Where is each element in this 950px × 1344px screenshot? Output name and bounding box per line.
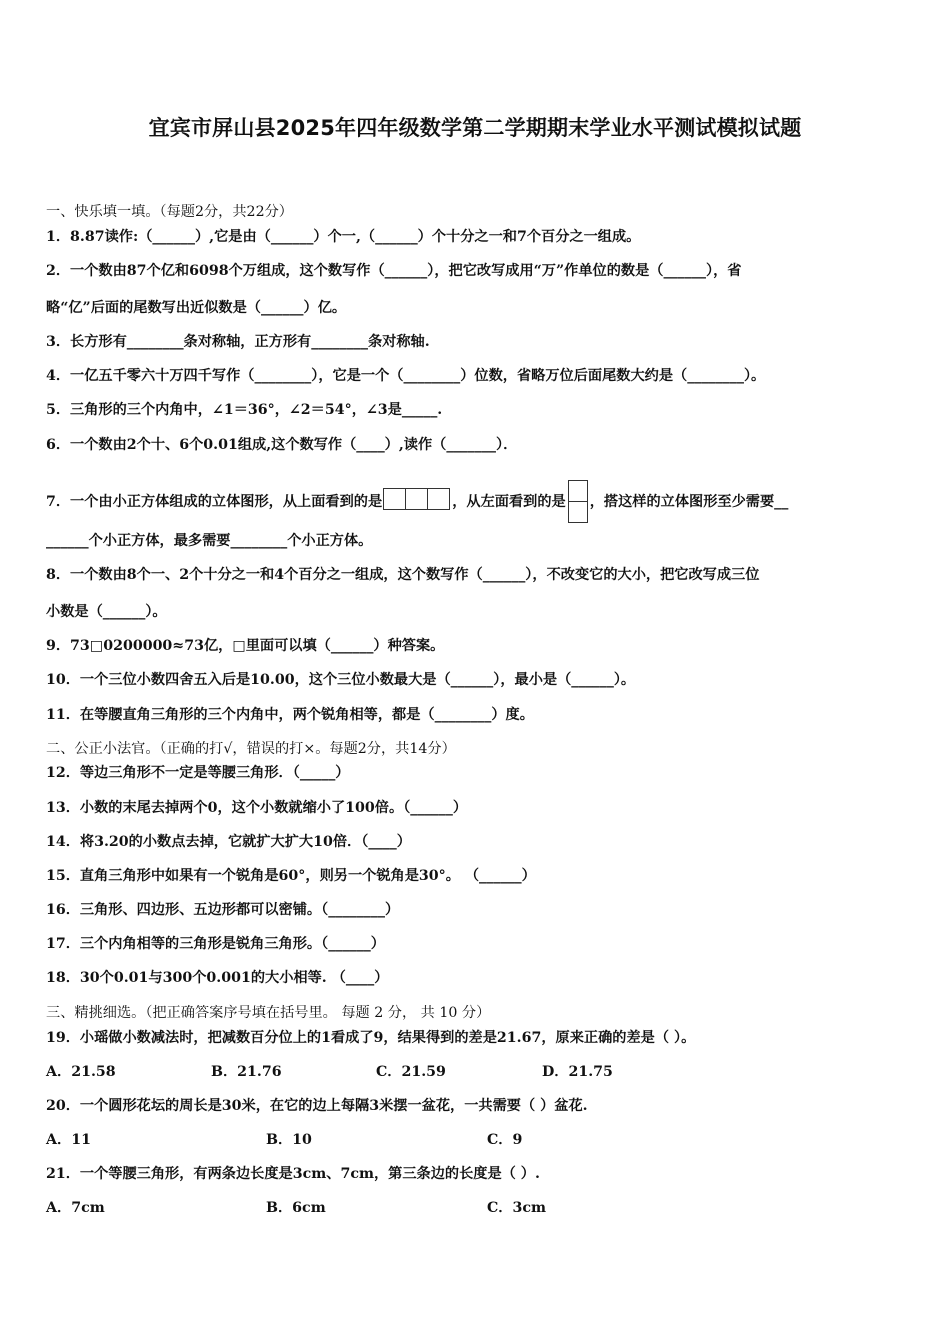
section2-heading: 二、公正小法官。（正确的打√，错误的打×。每题2分，共14分） [46, 741, 456, 757]
q7-text-part2: ，从左面看到的是 [452, 494, 566, 510]
q19-option-c: C．21.59 [376, 1064, 446, 1080]
page-title: 宜宾市屏山县2025年四年级数学第二学期期末学业水平测试模拟试题 [148, 116, 802, 140]
question-21: 21．一个等腰三角形，有两条边长度是3cm、7cm，第三条边的长度是（ ）. [46, 1166, 540, 1182]
question-11: 11．在等腰直角三角形的三个内角中，两个锐角相等，都是（________）度。 [46, 707, 534, 723]
q20-option-c: C．9 [487, 1132, 523, 1148]
question-4: 4．一亿五千零六十万四千写作（________），它是一个（________）位数，省略万位后面尾数大约是（________）。 [46, 368, 766, 384]
question-20: 20．一个圆形花坛的周长是30米，在它的边上每隔3米摆一盆花，一共需要（ ）盆花. [46, 1098, 588, 1114]
question-14: 14．将3.20的小数点去掉，它就扩大扩大10倍．（____） [46, 834, 411, 850]
question-13: 13．小数的末尾去掉两个0，这个小数就缩小了100倍。（______） [46, 800, 468, 816]
question-15: 15．直角三角形中如果有一个锐角是60°，则另一个锐角是30°。 （______） [46, 868, 536, 884]
question-12: 12．等边三角形不一定是等腰三角形．（_____） [46, 765, 350, 781]
question-7-line2: ______个小正方体，最多需要________个小正方体。 [46, 533, 373, 549]
question-9: 9．73□0200000≈73亿，□里面可以填（______）种答案。 [46, 638, 445, 654]
question-5: 5．三角形的三个内角中，∠1＝36°，∠2＝54°，∠3是_____. [46, 402, 443, 418]
question-19: 19．小瑶做小数减法时，把减数百分位上的1看成了9，结果得到的差是21.67，原来正确的差是（ ）。 [46, 1030, 696, 1046]
question-8-line1: 8．一个数由8个一、2个十分之一和4个百分之一组成，这个数写作（______），不改变它的大小，把它改写成三位 [46, 567, 760, 583]
top-view-figure [384, 488, 450, 516]
question-2-line2: 略“亿”后面的尾数写出近似数是（______）亿。 [46, 300, 347, 316]
question-17: 17．三个内角相等的三角形是锐角三角形。（______） [46, 936, 385, 952]
question-7-line1 [46, 481, 788, 523]
section3-heading: 三、精挑细选。（把正确答案序号填在括号里。 每题 2 分， 共 10 分） [46, 1005, 491, 1021]
question-1: 1．8.87读作:（______）,它是由（______）个一,（______）个十分之一和7个百分之一组成。 [46, 229, 641, 245]
q19-option-a: A．21.58 [46, 1064, 116, 1080]
q21-option-a: A．7cm [46, 1200, 105, 1216]
q20-option-b: B．10 [266, 1132, 312, 1148]
question-10: 10．一个三位小数四舍五入后是10.00，这个三位小数最大是（______），最小是（______）。 [46, 672, 636, 688]
q7-text-part1: 7．一个由小正方体组成的立体图形，从上面看到的是 [46, 494, 383, 510]
question-3: 3．长方形有________条对称轴，正方形有________条对称轴. [46, 334, 430, 350]
q21-option-c: C．3cm [487, 1200, 547, 1216]
question-8-line2: 小数是（______）。 [46, 604, 167, 620]
question-2-line1: 2．一个数由87个亿和6098个万组成，这个数写作（______），把它改写成用“万”作单位的数是（______），省 [46, 263, 742, 279]
q7-text-part3: ，搭这样的立体图形至少需要__ [589, 494, 789, 510]
left-view-figure [568, 481, 588, 523]
question-18: 18．30个0.01与300个0.001的大小相等. （____） [46, 970, 389, 986]
q19-option-b: B．21.76 [211, 1064, 282, 1080]
question-6: 6．一个数由2个十、6个0.01组成,这个数写作（____）,读作（_______）． [46, 437, 518, 453]
section1-heading: 一、快乐填一填。（每题2分，共22分） [46, 204, 293, 220]
question-16: 16．三角形、四边形、五边形都可以密铺。（________） [46, 902, 400, 918]
q21-option-b: B．6cm [266, 1200, 326, 1216]
q20-option-a: A．11 [46, 1132, 91, 1148]
q19-option-d: D．21.75 [542, 1064, 613, 1080]
